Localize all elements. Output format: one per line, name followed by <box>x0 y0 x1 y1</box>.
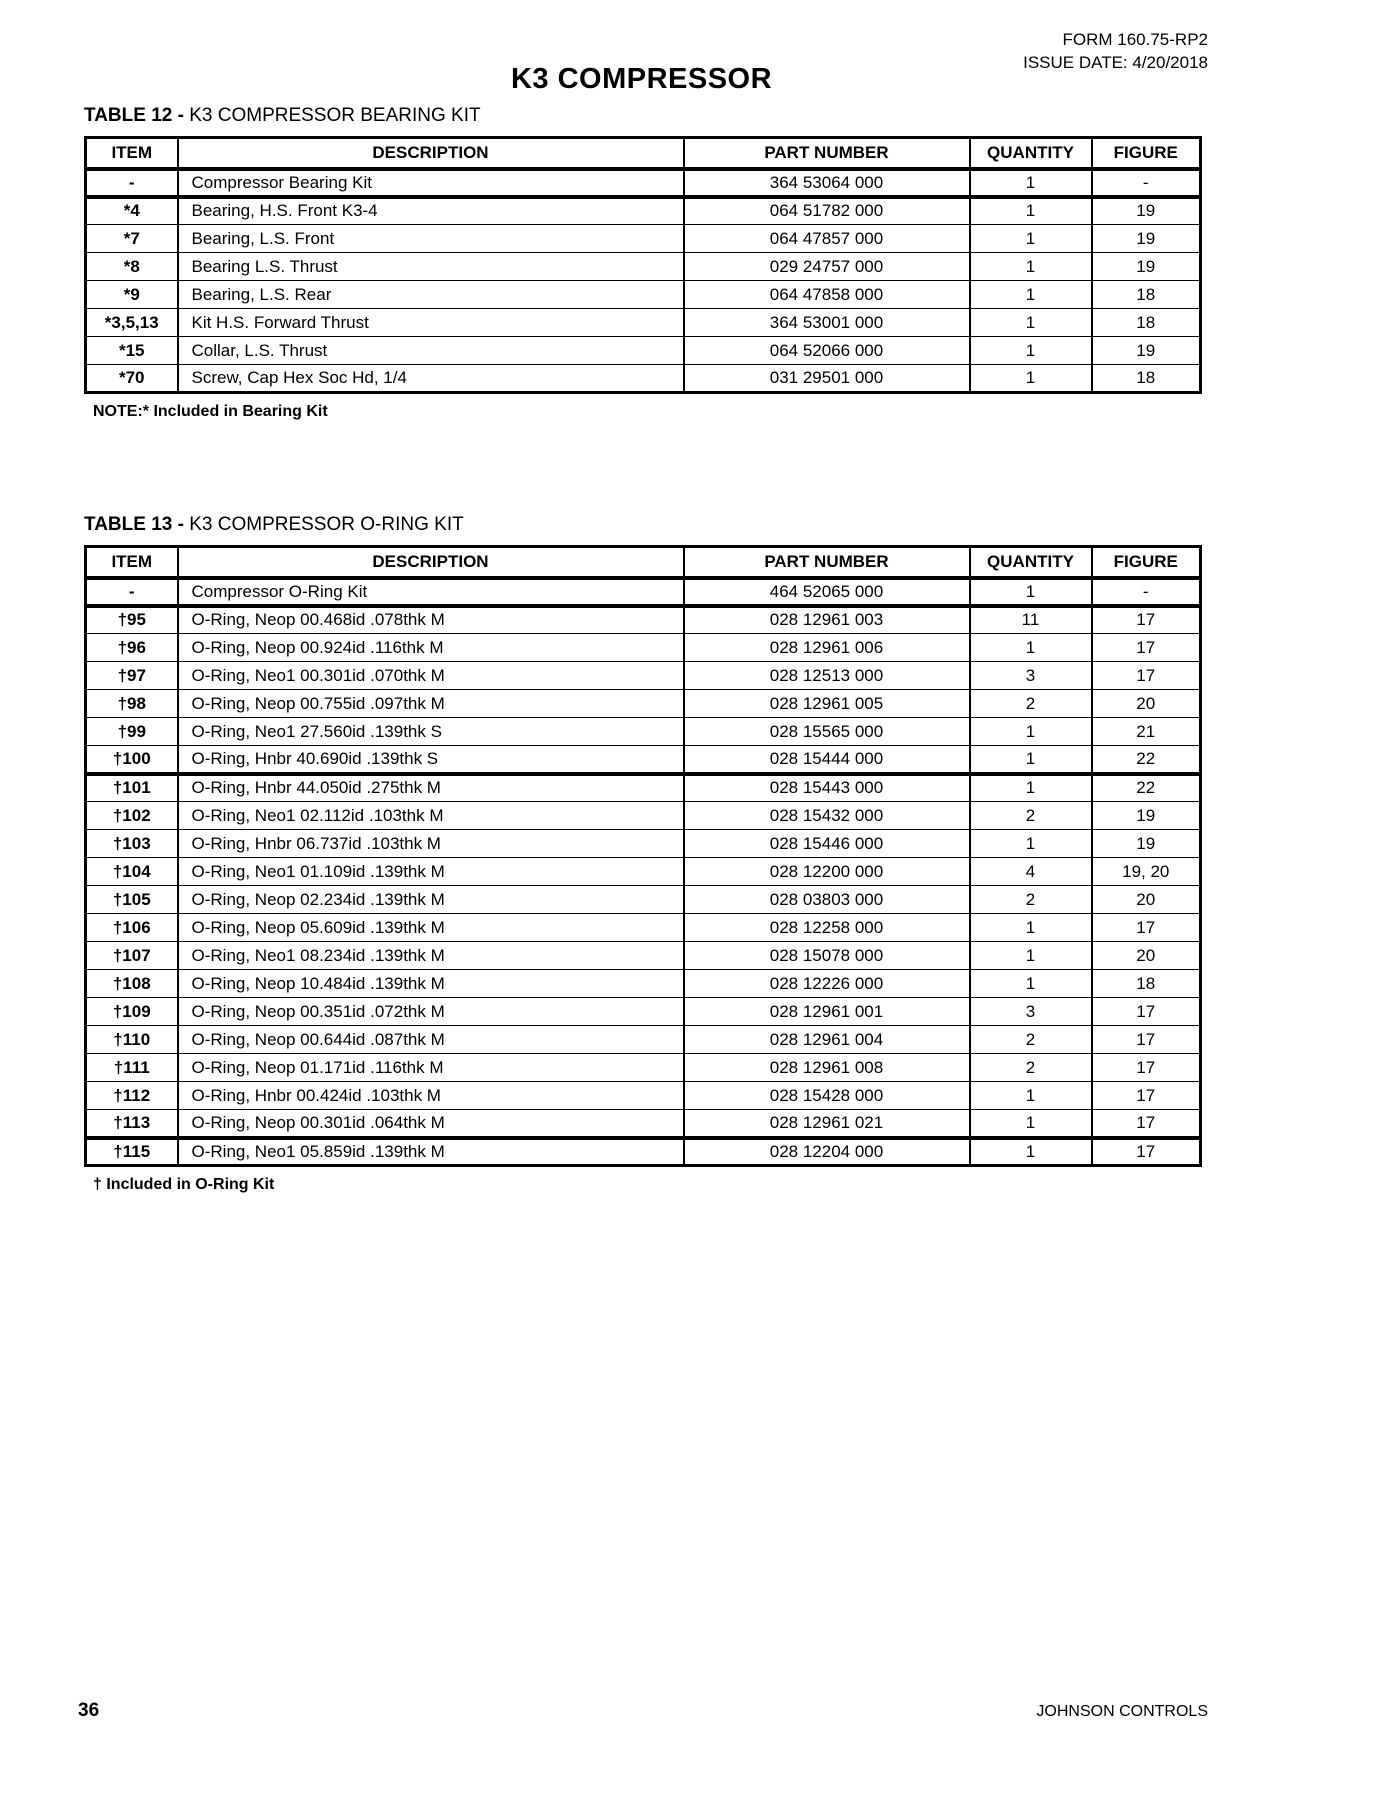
cell-figure: 18 <box>1092 365 1201 393</box>
cell-part: 028 12258 000 <box>684 914 970 942</box>
footer-company: JOHNSON CONTROLS <box>1036 1703 1208 1720</box>
cell-qty: 1 <box>970 830 1092 858</box>
cell-figure: 19 <box>1092 253 1201 281</box>
bearing-kit-table <box>84 136 1202 394</box>
cell-description: Bearing, H.S. Front K3-4 <box>178 197 684 225</box>
cell-figure: 19 <box>1092 802 1201 830</box>
cell-figure: 18 <box>1092 970 1201 998</box>
cell-qty: 1 <box>970 197 1092 225</box>
column-header: PART NUMBER <box>684 138 970 169</box>
cell-item: †95 <box>86 606 178 634</box>
column-header: FIGURE <box>1092 547 1201 578</box>
cell-description: O-Ring, Neo1 05.859id .139thk M <box>178 1138 684 1166</box>
cell-part: 028 03803 000 <box>684 886 970 914</box>
table12-body <box>86 169 1201 393</box>
cell-part: 028 15432 000 <box>684 802 970 830</box>
column-header: ITEM <box>86 547 178 578</box>
table-row <box>86 337 1201 365</box>
table13-note: † Included in O-Ring Kit <box>93 1176 275 1193</box>
table-row <box>86 578 1201 606</box>
cell-item: †113 <box>86 1110 178 1138</box>
table-row <box>86 830 1201 858</box>
cell-figure: 17 <box>1092 606 1201 634</box>
table12-header-row <box>86 138 1201 169</box>
cell-item: *3,5,13 <box>86 309 178 337</box>
table-row <box>86 309 1201 337</box>
cell-description: O-Ring, Neop 00.755id .097thk M <box>178 690 684 718</box>
column-header: DESCRIPTION <box>178 138 684 169</box>
table-row <box>86 1054 1201 1082</box>
table-row <box>86 197 1201 225</box>
cell-figure: 19 <box>1092 337 1201 365</box>
cell-qty: 1 <box>970 1138 1092 1166</box>
cell-figure: 17 <box>1092 998 1201 1026</box>
table-row <box>86 774 1201 802</box>
table-row <box>86 253 1201 281</box>
table-row <box>86 970 1201 998</box>
cell-description: O-Ring, Neo1 27.560id .139thk S <box>178 718 684 746</box>
cell-description: O-Ring, Neo1 01.109id .139thk M <box>178 858 684 886</box>
cell-item: †102 <box>86 802 178 830</box>
cell-qty: 1 <box>970 1082 1092 1110</box>
cell-part: 064 51782 000 <box>684 197 970 225</box>
cell-part: 028 12513 000 <box>684 662 970 690</box>
cell-part: 028 12961 006 <box>684 634 970 662</box>
cell-description: Compressor O-Ring Kit <box>178 578 684 606</box>
column-header: PART NUMBER <box>684 547 970 578</box>
cell-item: *8 <box>86 253 178 281</box>
table12-label-number: TABLE 12 - <box>84 105 190 126</box>
cell-part: 028 12961 003 <box>684 606 970 634</box>
cell-figure: 17 <box>1092 662 1201 690</box>
cell-qty: 1 <box>970 634 1092 662</box>
cell-part: 028 12961 001 <box>684 998 970 1026</box>
cell-figure: 17 <box>1092 634 1201 662</box>
cell-item: †110 <box>86 1026 178 1054</box>
cell-item: †96 <box>86 634 178 662</box>
cell-qty: 2 <box>970 802 1092 830</box>
page-content <box>84 62 1199 1194</box>
cell-description: O-Ring, Neo1 00.301id .070thk M <box>178 662 684 690</box>
cell-figure: 17 <box>1092 1026 1201 1054</box>
cell-item: †97 <box>86 662 178 690</box>
cell-qty: 2 <box>970 690 1092 718</box>
cell-figure: - <box>1092 578 1201 606</box>
cell-item: †98 <box>86 690 178 718</box>
cell-item: †99 <box>86 718 178 746</box>
cell-part: 028 15428 000 <box>684 1082 970 1110</box>
cell-item: †115 <box>86 1138 178 1166</box>
cell-figure: 22 <box>1092 774 1201 802</box>
cell-qty: 1 <box>970 1110 1092 1138</box>
cell-description: O-Ring, Neop 00.468id .078thk M <box>178 606 684 634</box>
cell-item: †100 <box>86 746 178 774</box>
cell-qty: 1 <box>970 970 1092 998</box>
cell-part: 064 47857 000 <box>684 225 970 253</box>
cell-item: †108 <box>86 970 178 998</box>
cell-description: O-Ring, Neo1 08.234id .139thk M <box>178 942 684 970</box>
cell-item: *15 <box>86 337 178 365</box>
cell-figure: 19 <box>1092 197 1201 225</box>
cell-part: 028 12204 000 <box>684 1138 970 1166</box>
cell-description: O-Ring, Neop 01.171id .116thk M <box>178 1054 684 1082</box>
cell-part: 464 52065 000 <box>684 578 970 606</box>
cell-description: O-Ring, Hnbr 44.050id .275thk M <box>178 774 684 802</box>
cell-part: 028 15078 000 <box>684 942 970 970</box>
cell-part: 029 24757 000 <box>684 253 970 281</box>
cell-figure: 17 <box>1092 1138 1201 1166</box>
cell-qty: 11 <box>970 606 1092 634</box>
table-row <box>86 914 1201 942</box>
page-title: K3 COMPRESSOR <box>510 63 773 95</box>
cell-part: 364 53001 000 <box>684 309 970 337</box>
cell-figure: 17 <box>1092 1054 1201 1082</box>
cell-part: 031 29501 000 <box>684 365 970 393</box>
table-row <box>86 1082 1201 1110</box>
oring-kit-table <box>84 545 1202 1167</box>
cell-description: O-Ring, Hnbr 06.737id .103thk M <box>178 830 684 858</box>
cell-figure: 19, 20 <box>1092 858 1201 886</box>
cell-item: *4 <box>86 197 178 225</box>
table-row <box>86 634 1201 662</box>
issue-date: ISSUE DATE: 4/20/2018 <box>1023 53 1208 72</box>
cell-qty: 1 <box>970 225 1092 253</box>
cell-item: †112 <box>86 1082 178 1110</box>
cell-item: *7 <box>86 225 178 253</box>
cell-description: O-Ring, Neop 00.644id .087thk M <box>178 1026 684 1054</box>
cell-part: 064 52066 000 <box>684 337 970 365</box>
form-number: FORM 160.75-RP2 <box>1062 30 1208 49</box>
cell-description: O-Ring, Hnbr 40.690id .139thk S <box>178 746 684 774</box>
cell-description: Screw, Cap Hex Soc Hd, 1/4 <box>178 365 684 393</box>
cell-qty: 3 <box>970 998 1092 1026</box>
cell-part: 028 12961 004 <box>684 1026 970 1054</box>
cell-item: - <box>86 169 178 197</box>
cell-figure: 20 <box>1092 690 1201 718</box>
cell-figure: - <box>1092 169 1201 197</box>
cell-qty: 1 <box>970 774 1092 802</box>
cell-qty: 2 <box>970 1026 1092 1054</box>
table-row <box>86 886 1201 914</box>
table-row <box>86 1110 1201 1138</box>
table-row <box>86 606 1201 634</box>
table-row <box>86 662 1201 690</box>
cell-description: Compressor Bearing Kit <box>178 169 684 197</box>
table13-body <box>86 578 1201 1166</box>
cell-part: 028 15446 000 <box>684 830 970 858</box>
column-header: FIGURE <box>1092 138 1201 169</box>
cell-qty: 4 <box>970 858 1092 886</box>
cell-description: Bearing L.S. Thrust <box>178 253 684 281</box>
cell-item: - <box>86 578 178 606</box>
cell-figure: 21 <box>1092 718 1201 746</box>
table-row <box>86 858 1201 886</box>
cell-part: 028 15443 000 <box>684 774 970 802</box>
page-footer <box>78 1700 1208 1722</box>
table12-label-text: K3 COMPRESSOR BEARING KIT <box>189 105 481 126</box>
table13-label-number: TABLE 13 - <box>84 514 190 535</box>
cell-qty: 3 <box>970 662 1092 690</box>
table12-note: NOTE:* Included in Bearing Kit <box>93 403 328 420</box>
cell-part: 028 12961 005 <box>684 690 970 718</box>
cell-qty: 1 <box>970 253 1092 281</box>
cell-description: O-Ring, Neop 02.234id .139thk M <box>178 886 684 914</box>
table-row <box>86 1026 1201 1054</box>
cell-description: O-Ring, Neop 00.924id .116thk M <box>178 634 684 662</box>
cell-figure: 20 <box>1092 886 1201 914</box>
footer-page-number: 36 <box>78 1700 100 1721</box>
table-row <box>86 1138 1201 1166</box>
cell-part: 028 12200 000 <box>684 858 970 886</box>
table12-label <box>84 105 1199 127</box>
table-row <box>86 802 1201 830</box>
table-row <box>86 718 1201 746</box>
cell-qty: 1 <box>970 365 1092 393</box>
cell-item: †111 <box>86 1054 178 1082</box>
table-row <box>86 746 1201 774</box>
cell-part: 028 12961 008 <box>684 1054 970 1082</box>
table13-label <box>84 514 1199 536</box>
cell-figure: 22 <box>1092 746 1201 774</box>
cell-description: O-Ring, Neop 10.484id .139thk M <box>178 970 684 998</box>
column-header: ITEM <box>86 138 178 169</box>
cell-part: 064 47858 000 <box>684 281 970 309</box>
table13-label-text: K3 COMPRESSOR O-RING KIT <box>189 514 464 535</box>
cell-description: O-Ring, Neop 00.351id .072thk M <box>178 998 684 1026</box>
cell-qty: 1 <box>970 309 1092 337</box>
cell-qty: 1 <box>970 914 1092 942</box>
cell-figure: 17 <box>1092 914 1201 942</box>
cell-item: †105 <box>86 886 178 914</box>
cell-figure: 20 <box>1092 942 1201 970</box>
column-header: DESCRIPTION <box>178 547 684 578</box>
cell-description: O-Ring, Neo1 02.112id .103thk M <box>178 802 684 830</box>
cell-description: Bearing, L.S. Rear <box>178 281 684 309</box>
cell-qty: 1 <box>970 746 1092 774</box>
cell-item: †109 <box>86 998 178 1026</box>
cell-qty: 1 <box>970 169 1092 197</box>
cell-part: 028 12961 021 <box>684 1110 970 1138</box>
cell-qty: 1 <box>970 281 1092 309</box>
cell-item: *70 <box>86 365 178 393</box>
table-row <box>86 169 1201 197</box>
table13-header-row <box>86 547 1201 578</box>
cell-figure: 17 <box>1092 1082 1201 1110</box>
cell-item: †101 <box>86 774 178 802</box>
table-row <box>86 942 1201 970</box>
cell-description: Collar, L.S. Thrust <box>178 337 684 365</box>
cell-qty: 1 <box>970 942 1092 970</box>
cell-qty: 2 <box>970 1054 1092 1082</box>
cell-qty: 1 <box>970 337 1092 365</box>
table-row <box>86 690 1201 718</box>
column-header: QUANTITY <box>970 547 1092 578</box>
cell-figure: 18 <box>1092 309 1201 337</box>
cell-figure: 17 <box>1092 1110 1201 1138</box>
column-header: QUANTITY <box>970 138 1092 169</box>
cell-item: †104 <box>86 858 178 886</box>
cell-qty: 1 <box>970 578 1092 606</box>
table-row <box>86 225 1201 253</box>
cell-item: †106 <box>86 914 178 942</box>
cell-part: 364 53064 000 <box>684 169 970 197</box>
cell-part: 028 15444 000 <box>684 746 970 774</box>
cell-part: 028 15565 000 <box>684 718 970 746</box>
cell-item: †103 <box>86 830 178 858</box>
cell-description: O-Ring, Hnbr 00.424id .103thk M <box>178 1082 684 1110</box>
cell-description: O-Ring, Neop 00.301id .064thk M <box>178 1110 684 1138</box>
cell-item: †107 <box>86 942 178 970</box>
cell-qty: 1 <box>970 718 1092 746</box>
cell-description: Kit H.S. Forward Thrust <box>178 309 684 337</box>
cell-figure: 19 <box>1092 225 1201 253</box>
cell-qty: 2 <box>970 886 1092 914</box>
cell-figure: 19 <box>1092 830 1201 858</box>
table-row <box>86 281 1201 309</box>
cell-part: 028 12226 000 <box>684 970 970 998</box>
cell-figure: 18 <box>1092 281 1201 309</box>
cell-item: *9 <box>86 281 178 309</box>
cell-description: Bearing, L.S. Front <box>178 225 684 253</box>
cell-description: O-Ring, Neop 05.609id .139thk M <box>178 914 684 942</box>
table-row <box>86 365 1201 393</box>
table-row <box>86 998 1201 1026</box>
